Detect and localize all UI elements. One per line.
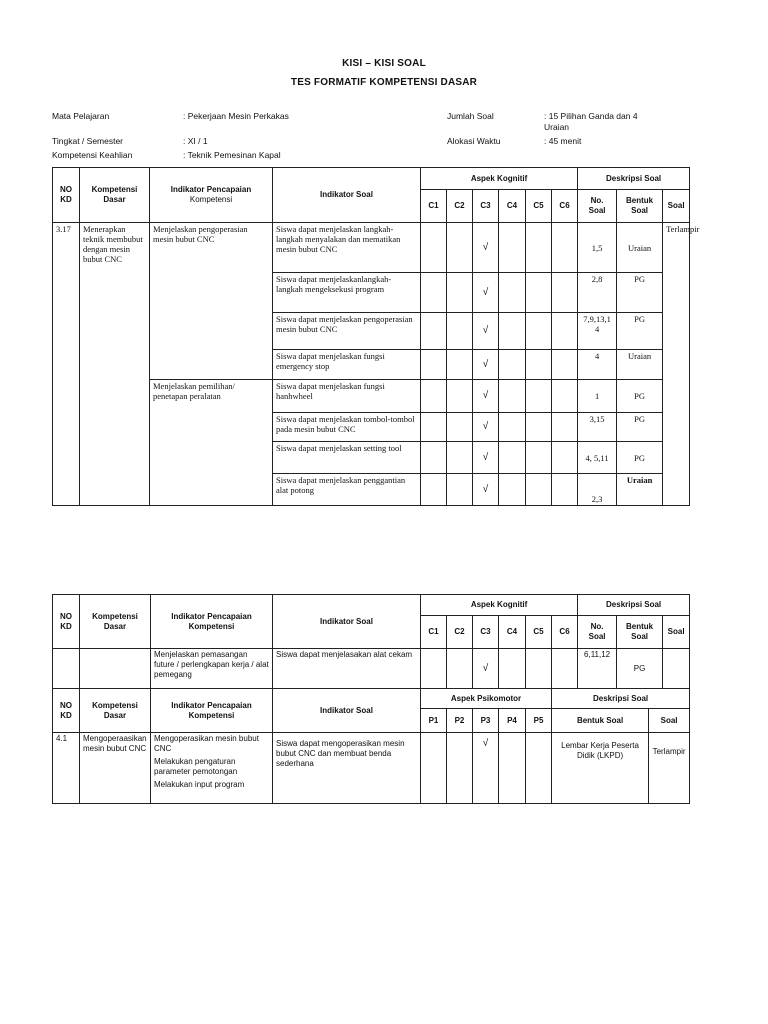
check-mark: √ [473, 380, 499, 413]
indikator-soal: Siswa dapat menjelaskan pengoperasian mesin bubut CNC [273, 313, 421, 350]
soal-lampiran: Terlampir [663, 223, 690, 506]
header-soal: Soal [663, 190, 690, 223]
meta-jumlah-value: : 15 Pilihan Ganda dan 4 Uraian [544, 111, 638, 132]
table-row [53, 649, 690, 689]
no-soal: 7,9,13,1 4 [578, 313, 617, 350]
header-indikator-soal: Indikator Soal [273, 595, 421, 649]
meta-keahlian-value: : Teknik Pemesinan Kapal [183, 150, 281, 160]
check-mark: √ [473, 474, 499, 506]
header-c6: C6 [552, 190, 578, 223]
header-c1: C1 [421, 616, 447, 649]
bentuk-soal: PG [617, 313, 663, 350]
table-row [53, 733, 690, 804]
bentuk-soal: Uraian [617, 223, 663, 273]
header-p4: P4 [499, 709, 526, 733]
header-aspek-kognitif: Aspek Kognitif [421, 168, 578, 190]
kompetensi-dasar: Mengoperaasikan mesin bubut CNC [80, 733, 151, 804]
header-kompetensi-dasar: Kompetensi Dasar [80, 689, 151, 733]
header-p3: P3 [473, 709, 499, 733]
soal-lampiran: Terlampir [649, 733, 690, 804]
no-soal: 1,5 [578, 223, 617, 273]
no-soal: 4 [578, 350, 617, 380]
no-soal: 4, 5,11 [578, 442, 617, 474]
header-p2: P2 [447, 709, 473, 733]
meta-tingkat-value: : XI / 1 [183, 136, 208, 146]
header-deskripsi-soal: Deskripsi Soal [578, 595, 690, 616]
meta-mapel-label: Mata Pelajaran [52, 111, 110, 121]
indikator-soal: Siswa dapat menjelaskan setting tool [273, 442, 421, 474]
check-mark: √ [473, 313, 499, 350]
header-soal: Soal [663, 616, 690, 649]
table-row [53, 223, 690, 273]
meta-tingkat-label: Tingkat / Semester [52, 136, 124, 146]
header-indikator-soal: Indikator Soal [273, 689, 421, 733]
kisi-table-psikomotor [52, 688, 690, 804]
header-indikator-pencapaian: Indikator Pencapaian Kompetensi [151, 595, 273, 649]
bentuk-soal: PG [617, 380, 663, 413]
header-c3: C3 [473, 616, 499, 649]
header-c4: C4 [499, 616, 526, 649]
meta-mapel-value: : Pekerjaan Mesin Perkakas [183, 111, 289, 121]
check-mark: √ [473, 442, 499, 474]
doc-title: KISI – KISI SOAL [342, 58, 426, 69]
meta-jumlah-label: Jumlah Soal [447, 111, 494, 121]
indikator-soal: Siswa dapat menjelaskan fungsi emergency stop [273, 350, 421, 380]
bentuk-soal: Uraian [617, 350, 663, 380]
header-p5: P5 [526, 709, 552, 733]
bentuk-soal: Lembar Kerja Peserta Didik (LKPD) [552, 733, 649, 804]
kd-number: 4.1 [53, 733, 80, 804]
header-c4: C4 [499, 190, 526, 223]
check-mark: √ [473, 223, 499, 273]
doc-subtitle: TES FORMATIF KOMPETENSI DASAR [290, 77, 478, 88]
kd-number: 3.17 [53, 223, 80, 506]
header-c6: C6 [552, 616, 578, 649]
check-mark: √ [473, 649, 499, 689]
indikator-pencapaian: Menjelaskan pemasangan future / perlengkapan kerja / alat pemegang [151, 649, 273, 689]
meta-keahlian-label: Kompetensi Keahlian [52, 150, 133, 160]
header-no-kd: NO KD [53, 689, 80, 733]
indikator-soal: Siswa dapat menjelaskan penggantian alat potong [273, 474, 421, 506]
kompetensi-dasar: Menerapkan teknik membubut dengan mesin bubut CNC [80, 223, 150, 506]
header-c1: C1 [421, 190, 447, 223]
header-indikator-soal: Indikator Soal [273, 168, 421, 223]
meta-alokasi-label: Alokasi Waktu [447, 136, 501, 146]
indikator-soal: Siswa dapat menjelaskan tombol-tombol pada mesin bubut CNC [273, 413, 421, 442]
indikator-soal: Siswa dapat menjelaskan fungsi hanhwheel [273, 380, 421, 413]
header-aspek-psikomotor: Aspek Psikomotor [421, 689, 552, 709]
check-mark: √ [473, 413, 499, 442]
bentuk-soal: PG [617, 273, 663, 313]
header-p1: P1 [421, 709, 447, 733]
indikator-soal: Siswa dapat mengoperasikan mesin bubut CNC dan membuat benda sederhana [273, 733, 421, 804]
check-mark: √ [473, 733, 499, 804]
meta-alokasi-value: : 45 menit [544, 136, 582, 146]
header-c5: C5 [526, 616, 552, 649]
header-c5: C5 [526, 190, 552, 223]
indikator-soal: Siswa dapat menjelasakan alat cekam [273, 649, 421, 689]
header-no-kd: NO KD [53, 168, 80, 223]
header-no-soal: No. Soal [578, 616, 617, 649]
kisi-table-kognitif [52, 167, 700, 506]
no-soal: 2,8 [578, 273, 617, 313]
header-bentuk-soal: Bentuk Soal [617, 616, 663, 649]
header-c3: C3 [473, 190, 499, 223]
kisi-table-lanjutan [52, 594, 690, 689]
header-soal: Soal [649, 709, 690, 733]
header-deskripsi-soal: Deskripsi Soal [578, 168, 690, 190]
header-bentuk-soal: Bentuk Soal [552, 709, 649, 733]
header-kompetensi-dasar: Kompetensi Dasar [80, 595, 151, 649]
header-c2: C2 [447, 190, 473, 223]
bentuk-soal: PG [617, 649, 663, 689]
check-mark: √ [473, 273, 499, 313]
bentuk-soal: PG [617, 413, 663, 442]
indikator-pencapaian: Menjelaskan pengoperasian mesin bubut CNC [150, 223, 273, 380]
indikator-soal: Siswa dapat menjelaskan langkah-langkah menyalakan dan mematikan mesin bubut CNC [273, 223, 421, 273]
header-kompetensi-dasar: Kompetensi Dasar [80, 168, 150, 223]
indikator-soal: Siswa dapat menjelaskanlangkah-langkah mengeksekusi program [273, 273, 421, 313]
bentuk-soal: Uraian [617, 474, 663, 506]
no-soal: 6,11,12 [578, 649, 617, 689]
header-bentuk-soal: Bentuk Soal [617, 190, 663, 223]
header-deskripsi-soal: Deskripsi Soal [552, 689, 690, 709]
header-c2: C2 [447, 616, 473, 649]
header-no-kd: NO KD [53, 595, 80, 649]
indikator-pencapaian: Menjelaskan pemilihan/ penetapan peralatan [150, 380, 273, 506]
header-indikator-pencapaian: Indikator Pencapaian Kompetensi [150, 168, 273, 223]
no-soal: 1 [578, 380, 617, 413]
header-aspek-kognitif: Aspek Kognitif [421, 595, 578, 616]
check-mark: √ [473, 350, 499, 380]
indikator-pencapaian: Mengoperasikan mesin bubut CNC Melakukan pengaturan parameter pemotongan Melakukan input program [151, 733, 273, 804]
header-no-soal: No. Soal [578, 190, 617, 223]
no-soal: 2,3 [578, 474, 617, 506]
bentuk-soal: PG [617, 442, 663, 474]
header-indikator-pencapaian: Indikator Pencapaian Kompetensi [151, 689, 273, 733]
no-soal: 3,15 [578, 413, 617, 442]
